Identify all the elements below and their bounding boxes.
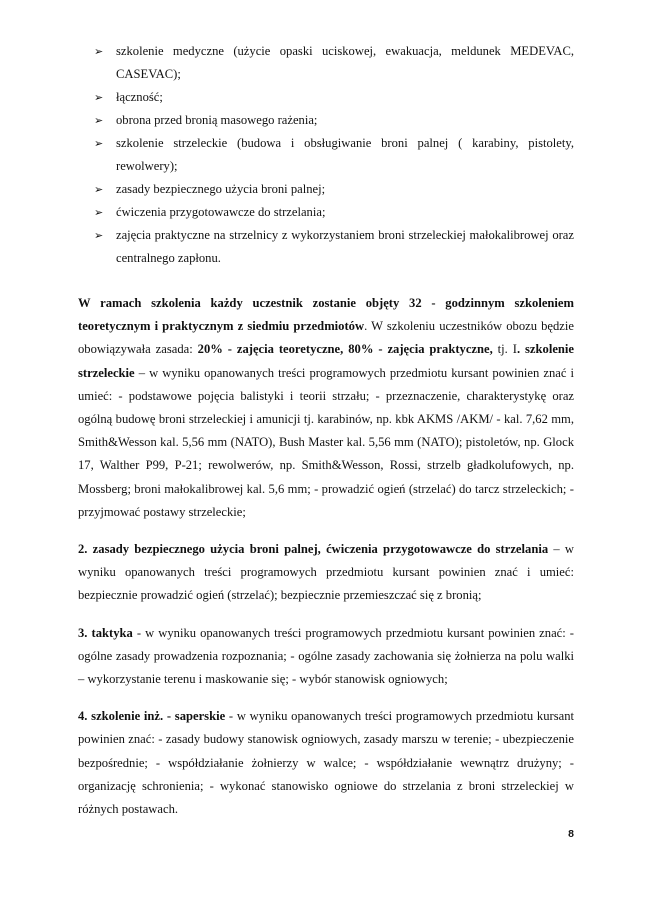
arrow-bullet-icon: ➢ [94, 229, 104, 242]
paragraph-bold-ratio: 20% - zajęcia teoretyczne, 80% - zajęcia praktyczne, [197, 342, 493, 357]
paragraph-text: – w wyniku opanowanych treści programowych przedmiotu kursant powinien znać i umieć: - podstawowe pojęcia balistyki i teorii strzału; - przeznaczenie, charakterystykę oraz ogólną budowę broni strzeleckiej i amunicji tj. karabinów, np. kbk AKMS /AKM/ - kal. 7,62 mm, Smith&Wesson kal. 5,56 mm (NATO), Bush Master kal. 5,56 mm (NATO); pistoletów, np. Glock 17, Walther P99, P-21; rewolwerów, np. Smith&Wesson, Rossi, strzelb gładkolufowych, np. Mossberg; broni małokalibrowej kal. 5,6 mm; - prowadzić ogień (strzelać) do tarcz strzeleckich; - przyjmować postawy strzeleckie; [78, 365, 574, 519]
paragraph-safe-weapon-use [78, 538, 574, 608]
paragraph-bold-intro: W ramach szkolenia każdy uczestnik zostanie objęty 32 - godzinnym szkoleniem teoretycznym i praktycznym z siedmiu przedmiotów [78, 296, 574, 334]
arrow-bullet-icon: ➢ [94, 114, 104, 127]
arrow-bullet-icon: ➢ [94, 45, 104, 58]
paragraph-text: – w wyniku opanowanych treści programowych przedmiotu kursant powinien znać i umieć: bezpiecznie prowadzić ogień (strzelać); bezpiecznie przemieszczać się z bronią; [78, 542, 574, 603]
arrow-bullet-icon: ➢ [94, 137, 104, 150]
section-heading-tactics: 3. taktyka [78, 625, 133, 640]
arrow-bullet-icon: ➢ [94, 91, 104, 104]
bullet-list [78, 40, 574, 270]
paragraph-tactics [78, 622, 574, 692]
list-item-text: obrona przed bronią masowego rażenia; [116, 113, 318, 127]
section-heading-shooting: . szkolenie strzeleckie [78, 342, 574, 380]
list-item-text: zajęcia praktyczne na strzelnicy z wykorzystaniem broni strzeleckiej małokalibrowej oraz centralnego zapłonu. [116, 228, 574, 265]
document-page [78, 40, 574, 821]
paragraph-text: - w wyniku opanowanych treści programowych przedmiotu kursant powinien znać: - zasady budowy stanowisk ogniowych, zasady marszu w terenie; - ubezpieczenie bezpośrednie; - współdziałanie żołnierzy w walce; - współdziałanie wewnątrz drużyny; - organizację schronienia; - wykonać stanowisko ogniowe do strzelania z broni strzeleckiej w różnych postawach. [78, 709, 574, 817]
list-item-text: szkolenie medyczne (użycie opaski uciskowej, ewakuacja, meldunek MEDEVAC, CASEVAC); [116, 44, 574, 81]
paragraph-engineering [78, 705, 574, 821]
paragraph-text: - w wyniku opanowanych treści programowych przedmiotu kursant powinien znać: - ogólne zasady prowadzenia rozpoznania; - ogólne zasady zachowania się żołnierza na polu walki – wykorzystanie terenu i maskowanie się; - wybór stanowisk ogniowych; [78, 625, 574, 687]
list-item [78, 224, 574, 270]
list-item-text: łączność; [116, 90, 163, 104]
section-heading-safety: 2. zasady bezpiecznego użycia broni palnej, ćwiczenia przygotowawcze do strzelania [78, 542, 549, 557]
list-item [78, 109, 574, 132]
arrow-bullet-icon: ➢ [94, 183, 104, 196]
list-item-text: szkolenie strzeleckie (budowa i obsługiwanie broni palnej ( karabiny, pistolety, rewolwery); [116, 136, 574, 173]
list-item [78, 132, 574, 178]
list-item-text: ćwiczenia przygotowawcze do strzelania; [116, 205, 326, 219]
paragraph-text: . W szkoleniu uczestników obozu będzie obowiązywała zasada: [78, 319, 574, 357]
page-number: 8 [568, 828, 574, 840]
list-item-text: zasady bezpiecznego użycia broni palnej; [116, 182, 326, 196]
list-item [78, 86, 574, 109]
section-heading-engineering: 4. szkolenie inż. - saperskie [78, 709, 226, 724]
list-item [78, 178, 574, 201]
list-item [78, 40, 574, 86]
paragraph-text: tj. I [492, 342, 517, 357]
paragraph-shooting-training [78, 292, 574, 524]
list-item [78, 201, 574, 224]
arrow-bullet-icon: ➢ [94, 206, 104, 219]
